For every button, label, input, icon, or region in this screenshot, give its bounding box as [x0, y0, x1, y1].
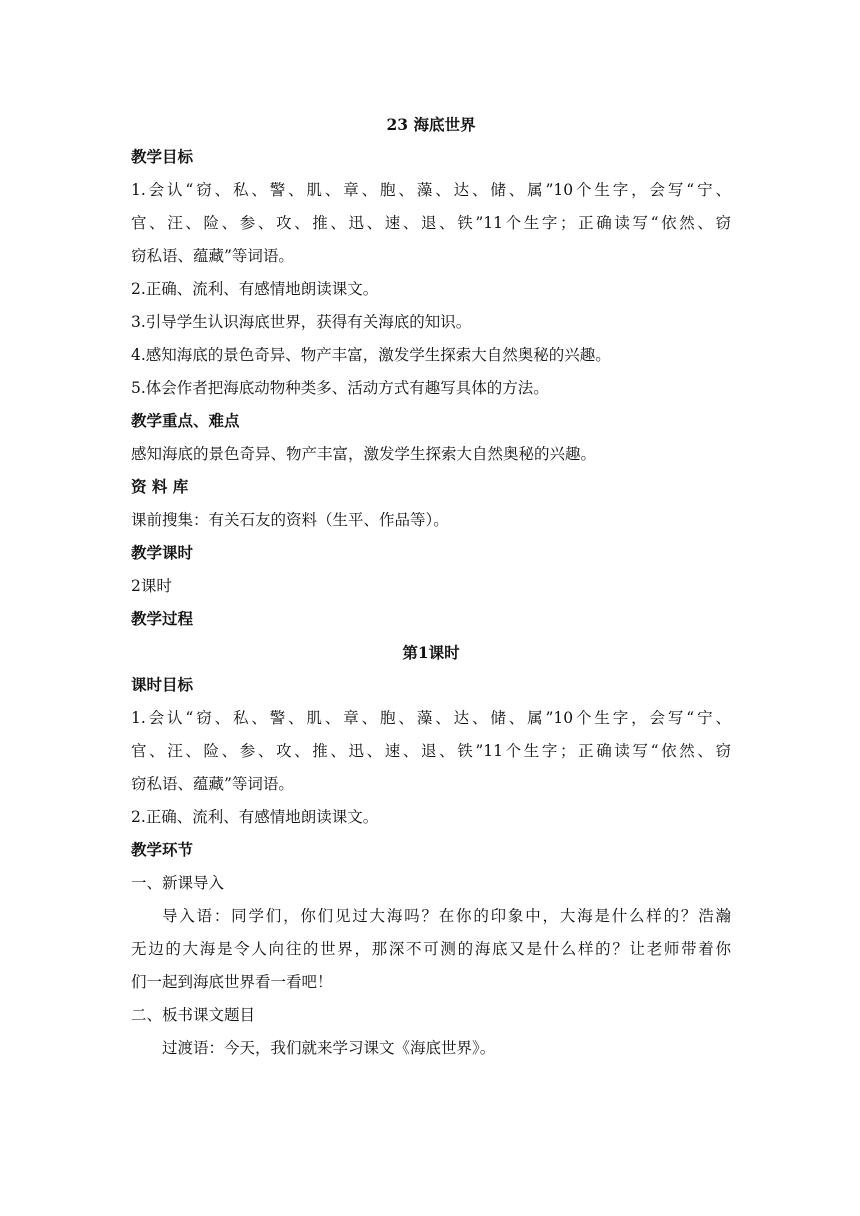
goal-line: 5.体会作者把海底动物种类多、活动方式有趣写具体的方法。: [131, 379, 549, 397]
heading-resources: 资 料 库: [131, 478, 189, 496]
lesson-goal-line: 2.正确、流利、有感情地朗读课文。: [131, 808, 379, 826]
heading-teaching-steps: 教学环节: [131, 841, 194, 859]
heading-key-points: 教学重点、难点: [131, 412, 240, 430]
document-body: [131, 108, 731, 1065]
heading-lesson-goals: 课时目标: [131, 676, 194, 694]
step-paragraph-line: 过渡语：今天，我们就来学习课文《海底世界》。: [162, 1039, 496, 1057]
step-title: 一、新课导入: [131, 874, 225, 892]
class-hours-text: 2课时: [131, 577, 172, 595]
heading-teaching-goals: 教学目标: [131, 148, 194, 166]
document-title: 23 海底世界: [386, 115, 476, 134]
lesson-goal-line: 1.会认“窃、私、警、肌、章、胞、藻、达、储、属”10个生字，会写“宁、: [131, 709, 731, 727]
step-paragraph-line: 导入语：同学们，你们见过大海吗？在你的印象中，大海是什么样的？浩瀚: [162, 907, 731, 925]
goal-line: 3.引导学生认识海底世界，获得有关海底的知识。: [131, 313, 472, 331]
lesson-goal-line: 窃私语、蕴藏”等词语。: [131, 775, 294, 793]
goal-line: 官、汪、险、参、攻、推、迅、速、退、铁”11个生字；正确读写“依然、窃: [131, 214, 731, 232]
lesson-goal-line: 官、汪、险、参、攻、推、迅、速、退、铁”11个生字；正确读写“依然、窃: [131, 742, 731, 760]
goal-line: 4.感知海底的景色奇异、物产丰富，激发学生探索大自然奥秘的兴趣。: [131, 346, 611, 364]
heading-teaching-process: 教学过程: [131, 610, 194, 628]
heading-class-hours: 教学课时: [131, 544, 194, 562]
goal-line: 2.正确、流利、有感情地朗读课文。: [131, 280, 379, 298]
goal-line: 1.会认“窃、私、警、肌、章、胞、藻、达、储、属”10个生字，会写“宁、: [131, 181, 731, 199]
resources-text: 课前搜集：有关石友的资料（生平、作品等）。: [131, 511, 449, 529]
step-paragraph-line: 无边的大海是令人向往的世界，那深不可测的海底又是什么样的？让老师带着你: [131, 940, 731, 958]
step-paragraph-line: 们一起到海底世界看一看吧！: [131, 973, 333, 991]
goal-line: 窃私语、蕴藏”等词语。: [131, 247, 294, 265]
lesson-title: 第1课时: [402, 643, 460, 662]
step-title: 二、板书课文题目: [131, 1006, 256, 1024]
key-points-text: 感知海底的景色奇异、物产丰富，激发学生探索大自然奥秘的兴趣。: [131, 445, 597, 463]
